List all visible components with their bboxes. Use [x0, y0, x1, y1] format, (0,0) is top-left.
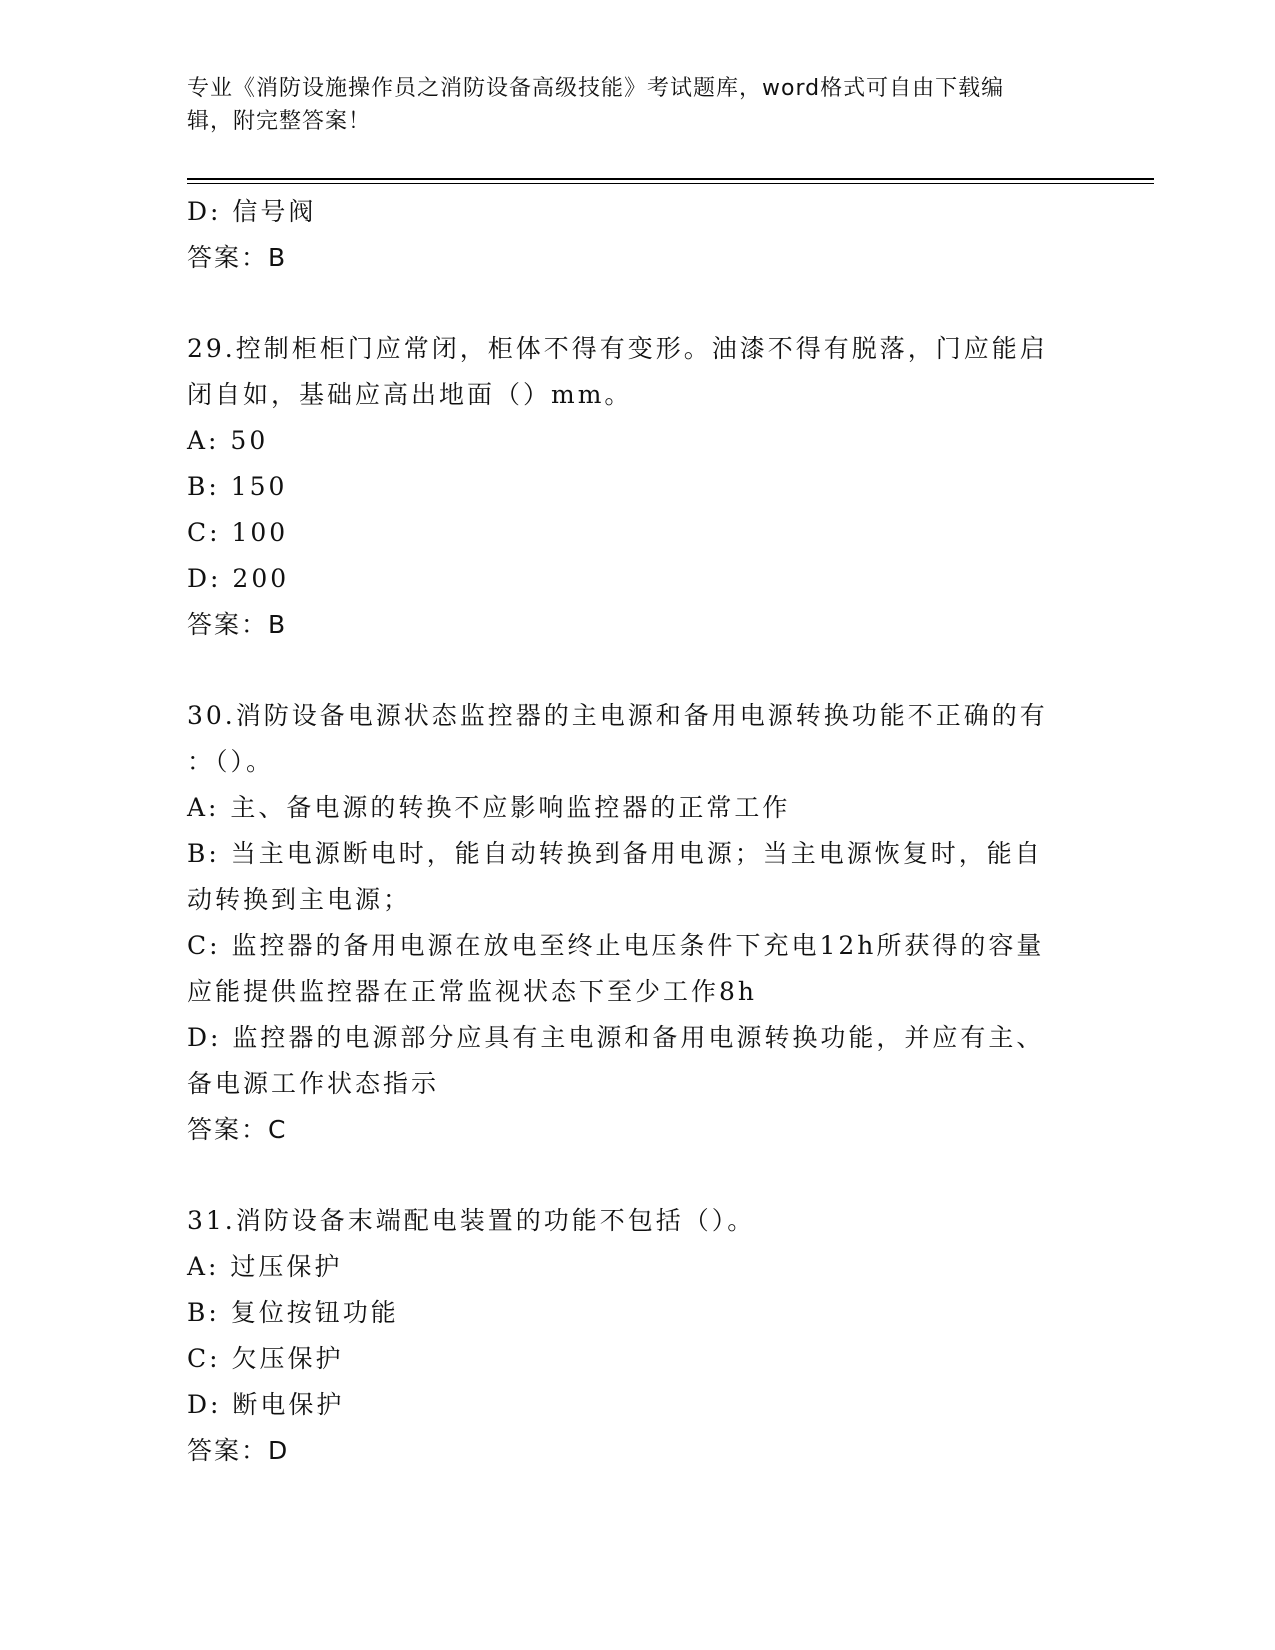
- header-line-1: 专业《消防设施操作员之消防设备高级技能》考试题库，word格式可自由下载编: [187, 76, 1005, 101]
- header-divider-thin: [187, 183, 1154, 184]
- header-divider-thick: [187, 178, 1154, 180]
- document-body: [187, 189, 1067, 1474]
- question-29: [187, 326, 1067, 648]
- option-c: C: 欠压保护: [187, 1344, 344, 1373]
- question-stem-line: 29.控制柜柜门应常闭，柜体不得有变形。油漆不得有脱落，门应能启: [187, 334, 1048, 363]
- option-b-continued: 动转换到主电源；: [187, 885, 412, 914]
- spacer: [187, 1153, 1067, 1198]
- question-stem-line: 闭自如，基础应高出地面（）mm。: [187, 380, 633, 409]
- answer-line: 答案：C: [187, 1115, 288, 1144]
- question-31: [187, 1198, 1067, 1474]
- question-stem-line: 31.消防设备末端配电装置的功能不包括（）。: [187, 1206, 756, 1235]
- option-d: D: 信号阀: [187, 197, 317, 226]
- option-a: A: 主、备电源的转换不应影响监控器的正常工作: [187, 793, 791, 822]
- question-stem-line: 30.消防设备电源状态监控器的主电源和备用电源转换功能不正确的有: [187, 701, 1048, 730]
- question-30: [187, 693, 1067, 1153]
- option-c: C: 监控器的备用电源在放电至终止电压条件下充电12h所获得的容量: [187, 931, 1045, 960]
- question-28-tail: [187, 189, 1067, 281]
- option-d-continued: 备电源工作状态指示: [187, 1069, 440, 1098]
- spacer: [187, 281, 1067, 326]
- answer-line: 答案：B: [187, 243, 288, 272]
- option-d: D: 监控器的电源部分应具有主电源和备用电源转换功能，并应有主、: [187, 1023, 1045, 1052]
- option-c-continued: 应能提供监控器在正常监视状态下至少工作8h: [187, 977, 758, 1006]
- spacer: [187, 648, 1067, 693]
- header-line-2: 辑，附完整答案！: [187, 109, 372, 134]
- option-d: D: 200: [187, 564, 290, 593]
- option-a: A: 50: [187, 426, 269, 455]
- option-b: B: 当主电源断电时，能自动转换到备用电源；当主电源恢复时，能自: [187, 839, 1043, 868]
- question-stem-line: ：（）。: [187, 747, 275, 776]
- option-a: A: 过压保护: [187, 1252, 343, 1281]
- answer-line: 答案：B: [187, 610, 288, 639]
- document-header: [187, 72, 1067, 138]
- option-b: B: 150: [187, 472, 288, 501]
- option-d: D: 断电保护: [187, 1390, 345, 1419]
- answer-line: 答案：D: [187, 1436, 290, 1465]
- option-b: B: 复位按钮功能: [187, 1298, 399, 1327]
- option-c: C: 100: [187, 518, 289, 547]
